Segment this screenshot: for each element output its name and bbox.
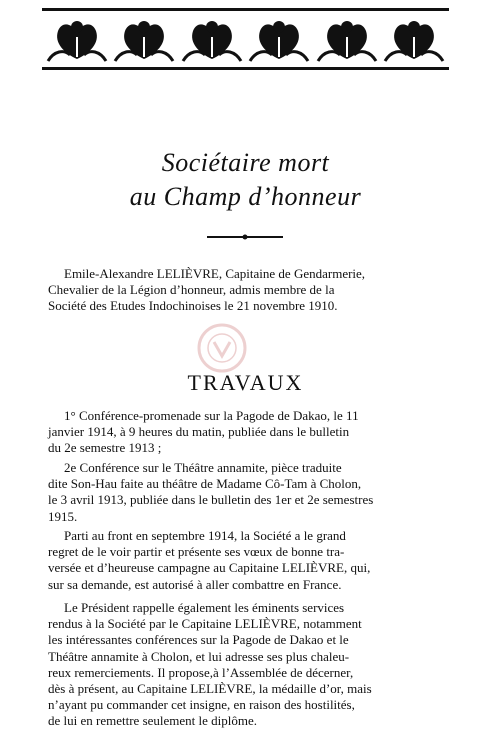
paragraph-line: dès à présent, au Capitaine LELIÈVRE, la médaille d’or, mais — [48, 681, 372, 697]
paragraph-line: rendus à la Société par le Capitaine LELIÈVRE, notamment — [48, 616, 362, 632]
paragraph-line: Le Président rappelle également les éminents services — [64, 600, 345, 615]
page-title-line-2: au Champ d’honneur — [129, 182, 362, 211]
paragraph-1 — [48, 408, 446, 457]
paragraph-line: Théâtre annamite à Cholon, et lui adresse ses plus chaleu- — [48, 648, 350, 664]
paragraph-line: Parti au front en septembre 1914, la Société a le grand — [64, 528, 346, 543]
paragraph-4 — [48, 600, 446, 730]
paragraph-line: 1915. — [48, 508, 78, 524]
paragraph-3 — [48, 528, 446, 593]
intro-line: Emile-Alexandre LELIÈVRE, Capitaine de Gendarmerie, — [64, 266, 366, 281]
paragraph-line: reux remerciements. Il propose,à l’Assemblée de décerner, — [48, 664, 354, 680]
floral-ornament-icon — [246, 13, 312, 65]
floral-ornament-icon — [111, 13, 177, 65]
section-heading: TRAVAUX — [187, 370, 304, 395]
paragraph-line: dite Son-Hau faite au théâtre de Madame Cô-Tam à Cholon, — [48, 476, 362, 492]
floral-ornament-icon — [381, 13, 447, 65]
vietnamica-watermark-seal — [196, 322, 248, 374]
paragraph-line: les intéressantes conférences sur la Pagode de Dakao et le — [48, 632, 349, 648]
floral-ornament-icon — [179, 13, 245, 65]
paragraph-line: le 3 avril 1913, publiée dans le bulletin des 1er et 2e semestres — [48, 492, 374, 508]
floral-ornament-icon — [44, 13, 110, 65]
paragraph-line: du 2e semestre 1913 ; — [48, 440, 162, 456]
paragraph-line: regret de le voir partir et présente ses vœux de bonne tra- — [48, 544, 345, 560]
intro-line: Chevalier de la Légion d’honneur, admis membre de la — [48, 282, 335, 298]
paragraph-line: versée et d’heureuse campagne au Capitaine LELIÈVRE, qui, — [48, 560, 371, 576]
title-rule-ornament — [205, 232, 285, 242]
floral-ornament-band — [42, 8, 449, 70]
intro-paragraph — [48, 266, 446, 315]
paragraph-line: n’ayant pu commander cet insigne, en raison des hostilités, — [48, 697, 355, 713]
paragraph-line: 2e Conférence sur le Théâtre annamite, pièce traduite — [64, 460, 342, 475]
floral-ornament-icon — [314, 13, 380, 65]
paragraph-line: de lui en remettre seulement le diplôme. — [48, 713, 258, 729]
intro-line: Société des Etudes Indochinoises le 21 novembre 1910. — [48, 298, 338, 314]
paragraph-2 — [48, 460, 446, 525]
paragraph-line: sur sa demande, est autorisé à aller combattre en France. — [48, 576, 342, 592]
paragraph-line: janvier 1914, à 9 heures du matin, publiée dans le bulletin — [48, 424, 350, 440]
page-title-line-1: Sociétaire mort — [161, 148, 330, 177]
paragraph-line: 1° Conférence-promenade sur la Pagode de Dakao, le 11 — [64, 408, 359, 423]
